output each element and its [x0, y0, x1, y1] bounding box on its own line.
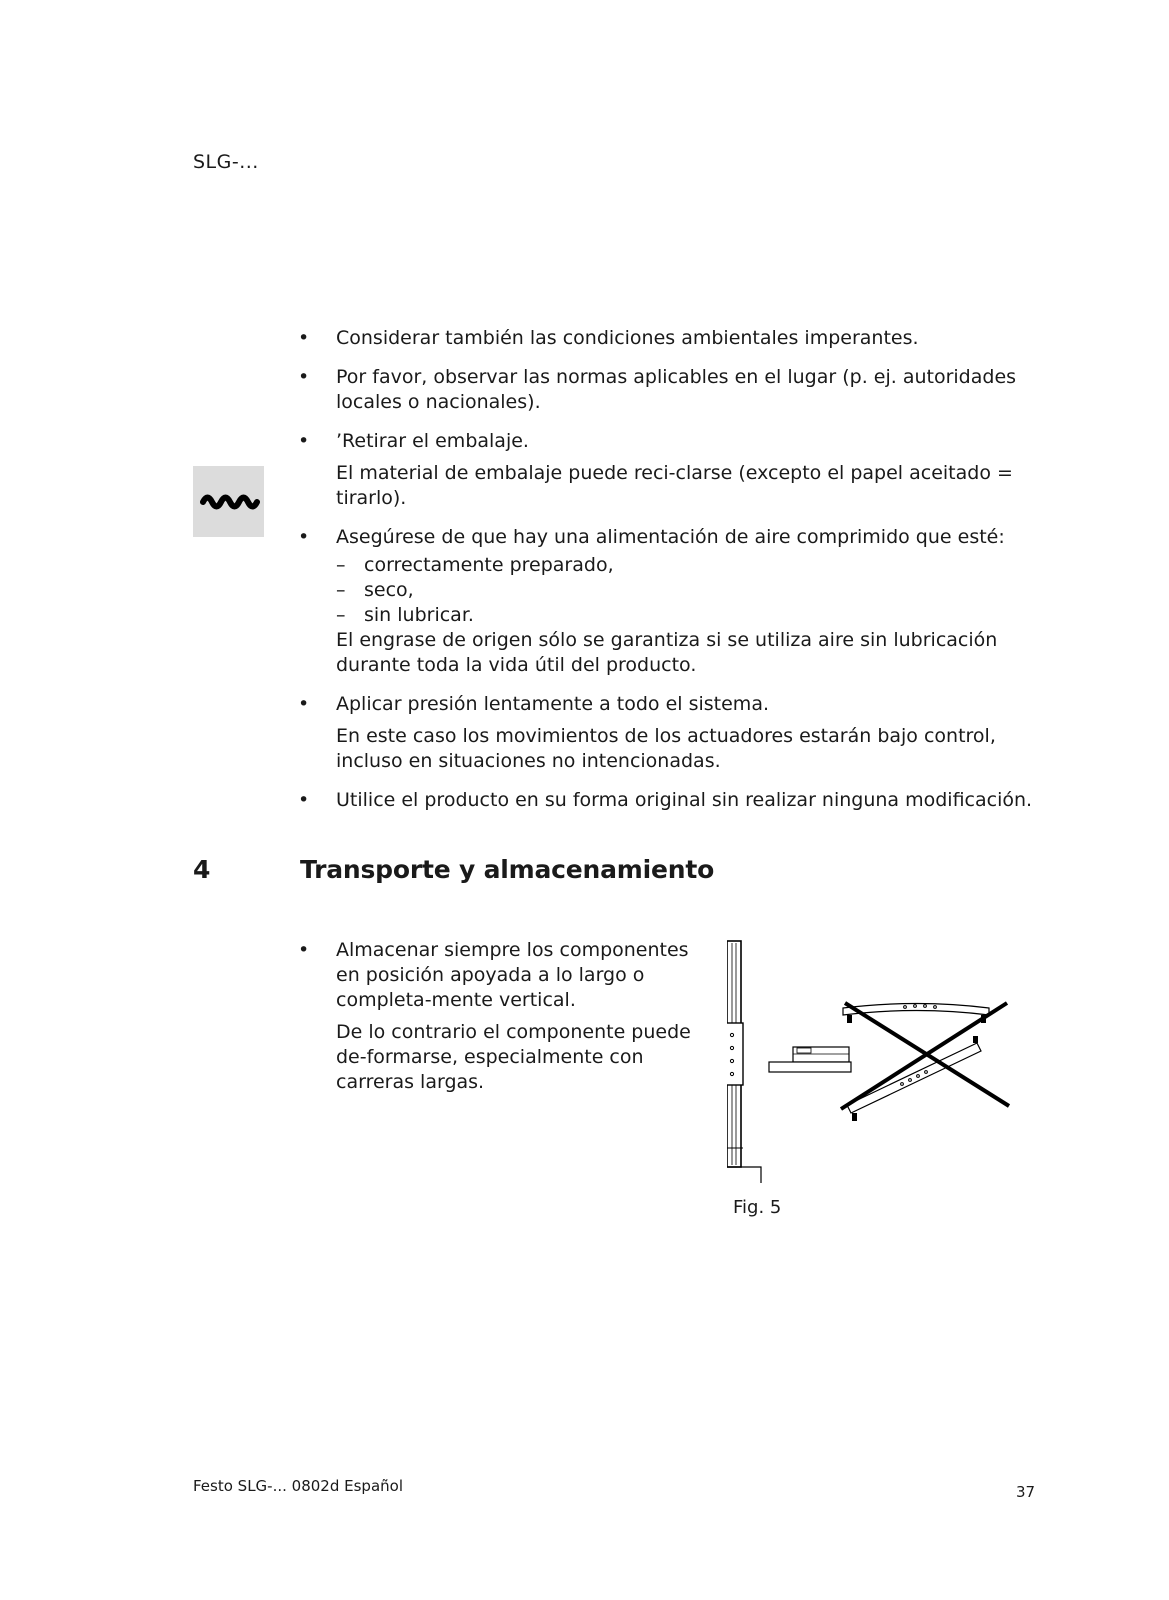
bullet: •: [298, 939, 310, 961]
item-note: El material de embalaje puede reci-clarse (excepto el papel aceitado = tirarlo).: [336, 462, 1013, 509]
bullet: •: [298, 526, 310, 548]
environment-note-icon: [193, 466, 264, 537]
item-text: ’Retirar el embalaje.: [336, 430, 529, 452]
item-text: Por favor, observar las normas aplicables en el lugar (p. ej. autoridades locales o nacionales).: [336, 366, 1017, 413]
storage-figure: [727, 935, 1047, 1185]
dash: –: [336, 554, 346, 576]
sub-item-text: sin lubricar.: [364, 604, 474, 626]
section-number: 4: [193, 855, 211, 884]
figure-caption: Fig. 5: [733, 1197, 782, 1218]
sub-item: [336, 553, 1058, 578]
bullet: •: [298, 789, 310, 811]
storage-positions-diagram: [727, 935, 1047, 1185]
item-note: El engrase de origen sólo se garantiza si se utiliza aire sin lubricación durante toda la vida útil del producto.: [336, 629, 998, 676]
dash: –: [336, 604, 346, 626]
item-note: En este caso los movimientos de los actuadores estarán bajo control, incluso en situaciones no intencionadas.: [336, 725, 996, 772]
sub-item-text: correctamente preparado,: [364, 554, 614, 576]
page-number: 37: [1016, 1483, 1036, 1501]
list-item: [298, 938, 713, 1095]
list-item: [298, 692, 1058, 774]
sub-item: [336, 603, 1058, 628]
list-item: [298, 326, 1058, 351]
safety-instructions-list: [298, 326, 1058, 827]
bullet: •: [298, 430, 310, 452]
item-text: Almacenar siempre los componentes en posición apoyada a lo largo o completa-mente vertical.: [336, 939, 689, 1011]
bullet: •: [298, 366, 310, 388]
recycling-wave-icon: [193, 466, 264, 537]
sub-item: [336, 578, 1058, 603]
list-item: [298, 788, 1058, 813]
section-title: Transporte y almacenamiento: [300, 855, 715, 884]
item-text: Considerar también las condiciones ambientales imperantes.: [336, 327, 919, 349]
footer-document-id: Festo SLG-... 0802d Español: [193, 1477, 403, 1495]
sub-item-text: seco,: [364, 579, 414, 601]
storage-instructions-list: [298, 938, 713, 1109]
running-header: SLG-...: [193, 151, 259, 173]
item-text: Utilice el producto en su forma original sin realizar ninguna modificación.: [336, 789, 1033, 811]
list-item: [298, 365, 1058, 415]
list-item: [298, 525, 1058, 678]
bullet: •: [298, 693, 310, 715]
item-note: De lo contrario el componente puede de-formarse, especialmente con carreras largas.: [336, 1021, 691, 1093]
item-text: Aplicar presión lentamente a todo el sistema.: [336, 693, 770, 715]
dash: –: [336, 579, 346, 601]
list-item: [298, 429, 1058, 511]
item-text: Asegúrese de que hay una alimentación de aire comprimido que esté:: [336, 526, 1005, 548]
bullet: •: [298, 327, 310, 349]
